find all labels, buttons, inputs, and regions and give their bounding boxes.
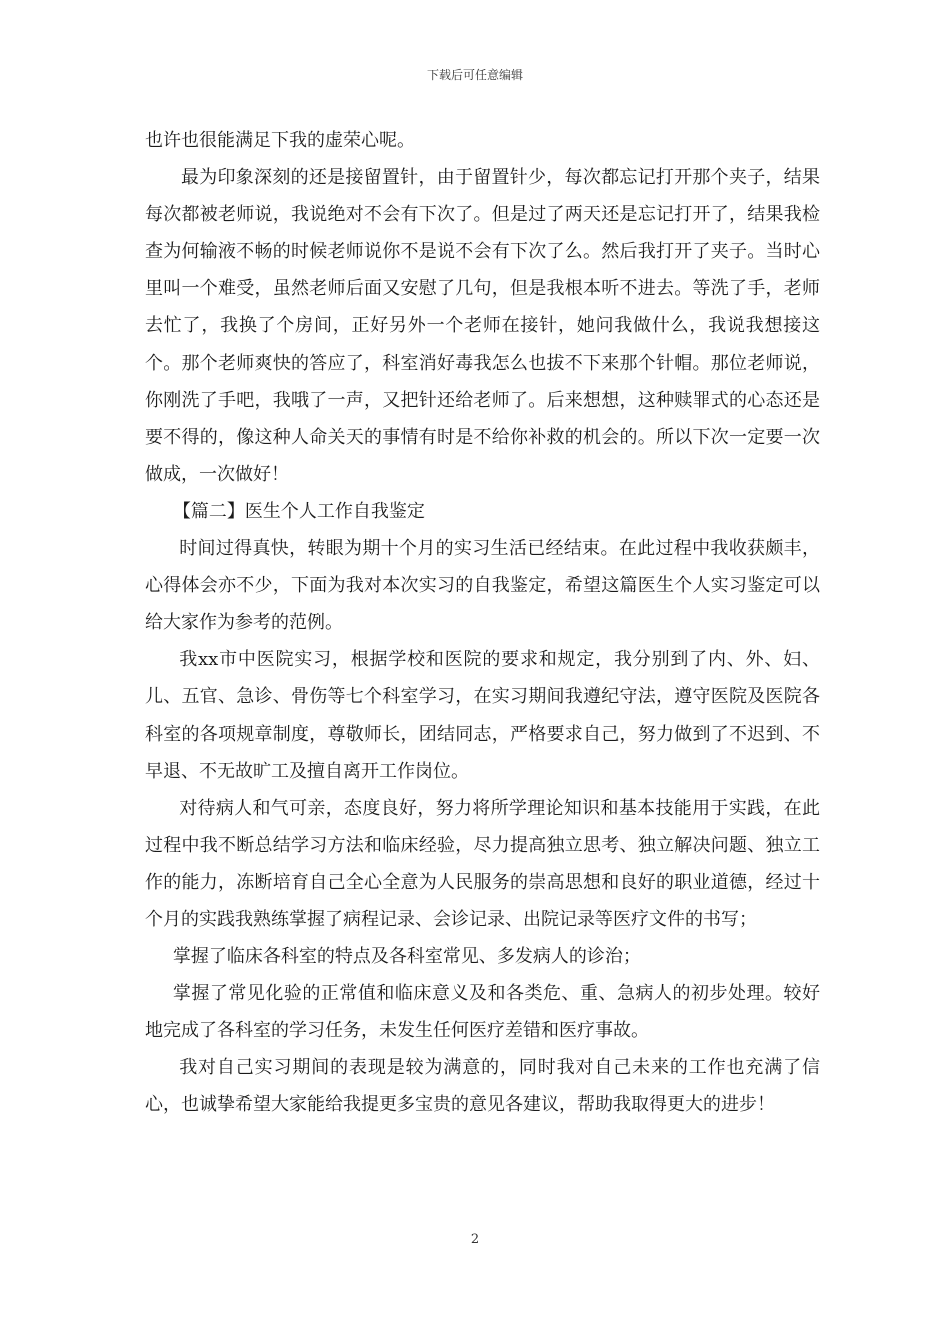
section-heading: 【篇二】医生个人工作自我鉴定 bbox=[172, 500, 425, 522]
paragraph-clinical: 掌握了临床各科室的特点及各科室常见、多发病人的诊治； bbox=[172, 946, 641, 968]
page-header: 下载后可任意编辑 bbox=[426, 68, 523, 82]
paragraph-iv-needle: 最为印象深刻的还是接留置针，由于留置针少，每次都忘记打开那个夹子，结果每次都被老师说，我说绝对不会有下次了。但是过了两天还是忘记打开了，结果我检查为何输液不畅的时候老师说你不是说不会有下次了么。然后我打开了夹子。当时心里叫一个难受，虽然老师后面又安慰了几句，但是我根本听不进去。等洗了手，老师去忙了，我换了个房间，正好另外一个老师在接针，她问我做什么，我说我想接这个。那个老师爽快的答应了，科室消好毒我怎么也拔不下来那个针帽。那位老师说，你刚洗了手吧，我哦了一声，又把针还给老师了。后来想想，这种赎罪式的心态还是要不得的，像这种人命关天的事情有时是不给你补救的机会的。所以下次一定要一次做成，一次做好！ bbox=[145, 167, 820, 485]
page-number: 2 bbox=[470, 1232, 480, 1247]
paragraph-patients: 对待病人和气可亲，态度良好，努力将所学理论知识和基本技能用于实践，在此过程中我不断总结学习方法和临床经验，尽力提高独立思考、独立解决问题、独立工作的能力，冻断培育自己全心全意为人民服务的崇高思想和良好的职业道德，经过十个月的实践我熟练掌握了病程记录、会诊记录、出院记录等医疗文件的书写； bbox=[145, 797, 820, 930]
paragraph-internship: 我xx市中医院实习，根据学校和医院的要求和规定，我分别到了内、外、妇、儿、五官、急诊、骨伤等七个科室学习，在实习期间我遵纪守法，遵守医院及医院各科室的各项规章制度，尊敬师长，团结同志，严格要求自己，努力做到了不迟到、不早退、不无故旷工及擅自离开工作岗位。 bbox=[145, 649, 820, 782]
paragraph-lab-values: 掌握了常见化验的正常值和临床意义及和各类危、重、急病人的初步处理。较好地完成了各科室的学习任务，未发生任何医疗差错和医疗事故。 bbox=[145, 983, 820, 1042]
paragraph-intro: 时间过得真快，转眼为期十个月的实习生活已经结束。在此过程中我收获颇丰，心得体会亦不少，下面为我对本次实习的自我鉴定，希望这篇医生个人实习鉴定可以给大家作为参考的范例。 bbox=[145, 538, 820, 634]
paragraph-conclusion: 我对自己实习期间的表现是较为满意的，同时我对自己未来的工作也充满了信心，也诚挚希望大家能给我提更多宝贵的意见各建议，帮助我取得更大的进步！ bbox=[145, 1057, 820, 1116]
paragraph-continuation: 也许也很能满足下我的虚荣心呢。 bbox=[145, 130, 415, 151]
document-body bbox=[145, 122, 820, 1124]
